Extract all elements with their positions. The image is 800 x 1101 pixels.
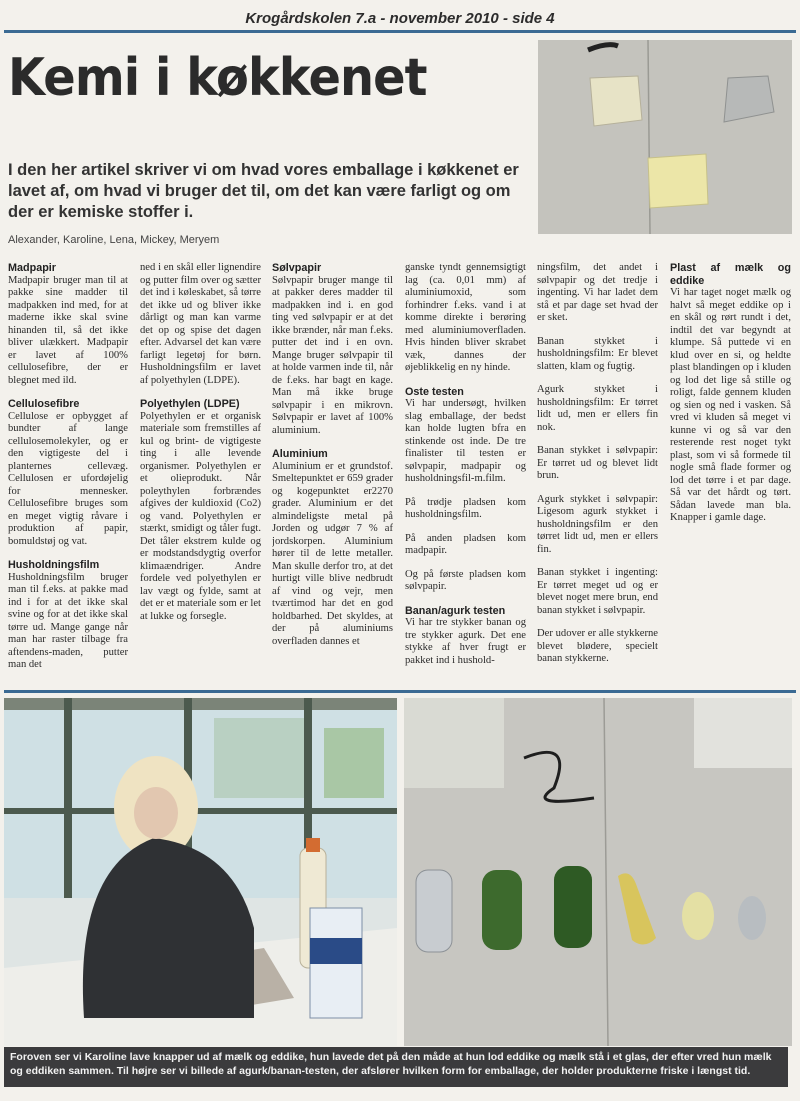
photo-rule xyxy=(4,690,796,693)
paragraph: Banan stykket i husholdningsfilm: Er blevet slatten, klam og fugtig. xyxy=(537,335,658,372)
section-heading: Banan/agurk testen xyxy=(405,604,506,617)
paragraph: Cellulose er opbygget af bundter af lange cellulosemolekyler, og er den vigtigeste del i planternes cellevæg. Cellulosen er ufordøjelig for mennesker. Cellulosefibre bruges som en meget vigtig råvare i produktion af papir, bomuldstøj og vat. xyxy=(8,410,128,547)
paragraph: ned i en skål eller lignendire og putter film over og sætter det ind i køleskabet, så tørre det ikke ud og bliver ikke dårligt og man kan varme det op og spise det dagen efter. Advarsel det kan være farligt legetøj for børn. Husholdningsfilm er lavet af polyethylen (LDPE). xyxy=(140,262,261,386)
section-heading: Polyethylen (LDPE) xyxy=(140,398,240,410)
cucumber-foil xyxy=(738,896,766,940)
film-sample xyxy=(648,154,708,208)
paragraph: På trødje pladsen kom husholdningsfilm. xyxy=(405,496,526,520)
cucumber-plain xyxy=(554,866,592,948)
column-5 xyxy=(537,262,658,682)
cucumber-film xyxy=(482,870,522,950)
byline: Alexander, Karoline, Lena, Mickey, Meryem xyxy=(8,234,220,246)
banana-foil xyxy=(416,870,452,952)
headline: Kemi i køkkenet xyxy=(8,48,427,108)
top-photo-samples xyxy=(538,40,792,234)
madpapir-sample xyxy=(590,76,642,126)
photo-caption: Foroven ser vi Karoline lave knapper ud af mælk og eddike, hun lavede det på den måde at hun lod eddike og mælk stå i et glas, der efter vred hun mælk og eddiken sammen. Til højre ser vi billede af agurk/banan-testen, der afslører hvilken form for emballage, der holder produkterne friske i længst tid. xyxy=(4,1047,788,1087)
paragraph: Banan stykket i sølvpapir: Er tørret ud og blevet lidt brun. xyxy=(537,445,658,481)
section-heading: Aluminium xyxy=(272,448,328,460)
karoline-illustration xyxy=(4,698,397,1046)
magazine xyxy=(404,698,504,788)
samples-illustration xyxy=(538,40,792,234)
photo-banan-agurk xyxy=(404,698,792,1046)
column-2 xyxy=(140,262,261,682)
paragraph: Der udover er alle stykkerne blevet blødere, specielt banan stykkerne. xyxy=(537,628,658,664)
column-6 xyxy=(670,262,791,682)
paragraph: Vi har taget noget mælk og halvt så meget eddike op i en skål og rørt rundt i det, indtil det var begyndt at klumpe. Så puttede vi en klud over en si, og heldte plast blandingen op i kluden og lod det lige så stille og roligt, falde gennem kluden og sien og ned i vasken. Så vred vi kluden så meget vi kunne vi og så var den resterende rest noget tykt plast, som vi så formede til nogle små flade former og lod det tørre i et par dage. Så var det hårdt og tørt. Sådan lavede man bla. Knapper i gamle dage. xyxy=(670,287,791,523)
header-rule xyxy=(4,30,796,33)
paragraph: ningsfilm, det andet i sølvpapir og det tredje i ingenting. Vi har ladet dem stå et par dage set hvad der er sket. xyxy=(537,262,658,323)
section-heading: Cellulosefibre xyxy=(8,398,80,410)
section-heading: Oste testen xyxy=(405,385,464,398)
column-4 xyxy=(405,262,526,682)
paragraph: ganske tyndt gennemsigtigt lag (ca. 0,01 mm) af aluminiumoxid, som forhindrer f.eks. vand i at komme direkte i berøring med aluminiumoverfladen. Hvis hinden bliver skrabet væk, dannes der øjeblikkelig en ny hinde. xyxy=(405,262,526,373)
paragraph: Agurk stykket i husholdningsfilm: Er tørret lidt ud, men er ellers fin nok. xyxy=(537,384,658,433)
paragraph: Husholdningsfilm bruger man til f.eks. at pakke mad ind i for at det ikke skal svine og for at det ikke skal tørre ud. Mange gange når man har raster tilbage fra aftendens-maden, putter man det xyxy=(8,571,128,670)
paragraph: Vi har tre stykker banan og tre stykker agurk. Det ene stykke af hver frugt er pakket ind i hushold- xyxy=(405,617,526,666)
lede: I den her artikel skriver vi om hvad vores emballage i køkkenet er lavet af, om hvad vi bruger det til, om det kan være farligt og om der er kemiske stoffer i. xyxy=(8,161,519,221)
paragraph: Og på første pladsen kom sølvpapir. xyxy=(405,568,526,592)
section-heading: Madpapir xyxy=(8,262,56,274)
column-1 xyxy=(8,262,128,682)
banana-film xyxy=(682,892,714,940)
section-heading: Sølvpapir xyxy=(272,262,322,274)
paragraph: Aluminium er et grundstof. Smeltepunktet er 659 grader og kogepunktet er2270 grader. Aluminium er det almindeligste metal på Jorden og udgør 7 % af jordskorpen. Aluminium hører til de lette metaller. Man skulle derfor tro, at det hurtigt ville blive nedbrudt af vind og vejr, men tværtimod har det en god holdbarhed. Det skyldes, at der på aluminiums overfladen dannes et xyxy=(272,460,393,647)
paragraph: Banan stykket i ingenting: Er tørret meget ud og er blevet noget mere brun, end banan stykket i sølvpapir. xyxy=(537,567,658,616)
section-heading: Plast af mælk og eddike xyxy=(670,262,791,287)
page-header: Krogårdskolen 7.a - november 2010 - side 4 xyxy=(245,10,555,27)
paragraph: Sølvpapir bruger mange til at pakker deres madder til madpakken ind i. en god ting ved sølvpapir er at det ikke brænder, når man f.eks. putter det ind i en ovn. Mange bruger sølvpapir til at holde varmen inde til, når de f.eks. har bagt en kage. Man må ikke bruge sølvpapir i en mikrovn. Sølvpapir er lavet af 100% aluminium. xyxy=(272,274,393,436)
paragraph: Polyethylen er et organisk materiale som fremstilles af kul og brint- de vigtigeste ting i alle levende organismer. Polyethylen er et olieprodukt. Når poleythylen forbrændes afgives der kuldioxid (Co2) og vand. Polyethylen er stærkt, smidigt og tåler fugt. Det tåler ekstrem kulde og er modstandsdygtig overfor klimaændriger. Andre fordele ved polyethylen er lav vægt og fylde, samt at det er et materiale som er let at lukke og forsegle. xyxy=(140,410,261,622)
paragraph: På anden pladsen kom madpapir. xyxy=(405,532,526,556)
section-heading: Husholdningsfilm xyxy=(8,559,100,571)
paragraph: Agurk stykket i sølvpapir: Ligesom agurk stykket i husholdningsfilm er den tørret lidt ud, men er ellers fin. xyxy=(537,493,658,555)
paragraph: Madpapir bruger man til at pakke sine madder til madpakken ind med, for at maderne ikke skal svine hinanden til, så det ikke bliver ulækkert. Madpapir er lavet af 100% cellulosefibre, der er blegnet med ild. xyxy=(8,274,128,386)
photo-karoline xyxy=(4,698,397,1046)
column-3 xyxy=(272,262,393,682)
paragraph: Vi har undersøgt, hvilken slag emballage, der bedst kan holde lugten bfra en stinkende ost inde. De tre finalister til testen er sølvpapir, madpapir og husholdningsfil-m.film. xyxy=(405,398,526,484)
test-illustration xyxy=(404,698,792,1046)
